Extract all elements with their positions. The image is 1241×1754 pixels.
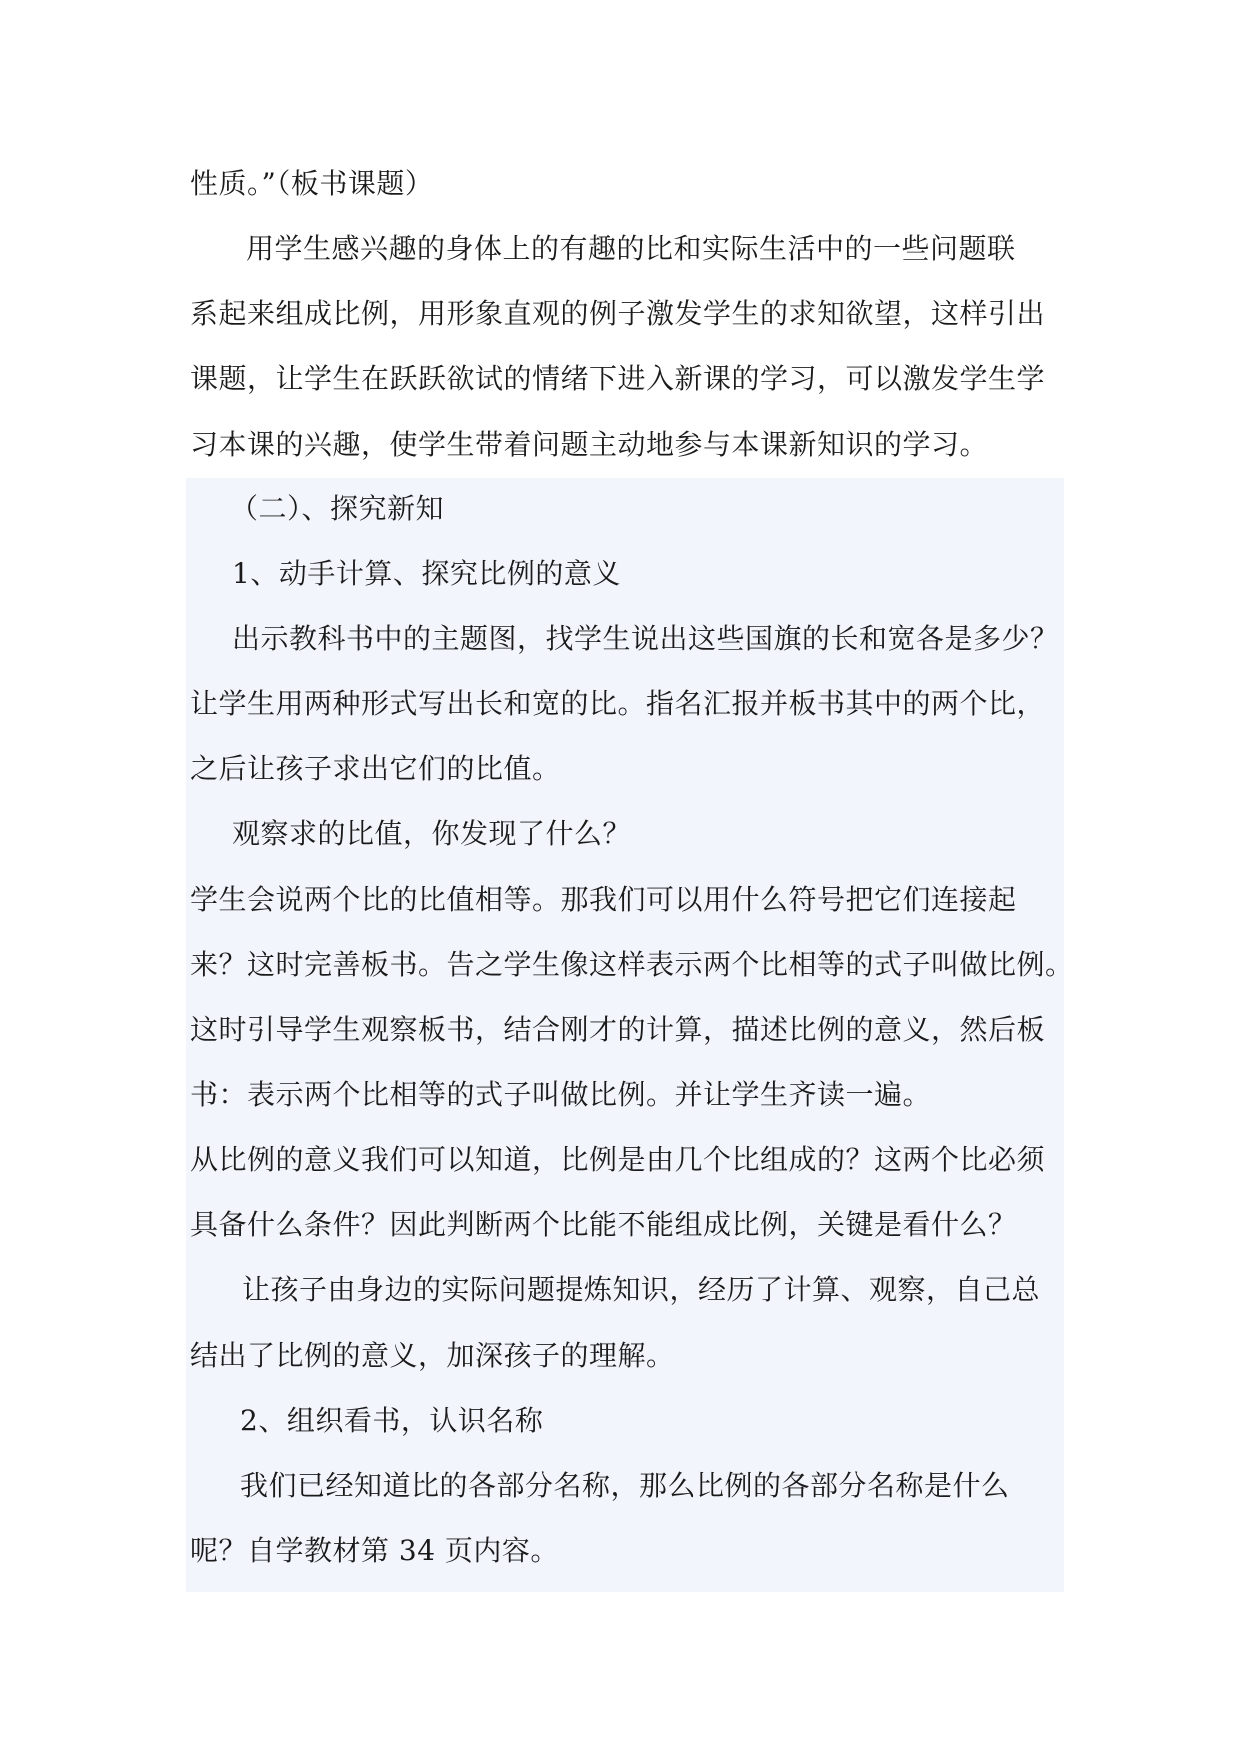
paragraph-line: 来？这时完善板书。告之学生像这样表示两个比相等的式子叫做比例。 — [190, 948, 1074, 981]
paragraph-line: 结出了比例的意义，加深孩子的理解。 — [190, 1339, 675, 1372]
paragraph-line: 之后让孩子求出它们的比值。 — [190, 752, 561, 785]
intro-line-4: 课题，让学生在跃跃欲试的情绪下进入新课的学习，可以激发学生学 — [190, 362, 1046, 395]
intro-line-2: 用学生感兴趣的身体上的有趣的比和实际生活中的一些问题联 — [246, 232, 1016, 265]
paragraph-line: 让学生用两种形式写出长和宽的比。指名汇报并板书其中的两个比， — [190, 687, 1046, 720]
paragraph-line: 我们已经知道比的各部分名称，那么比例的各部分名称是什么 — [240, 1469, 1010, 1502]
paragraph-line: 书：表示两个比相等的式子叫做比例。并让学生齐读一遍。 — [190, 1078, 932, 1111]
section-heading: （二）、探究新知 — [230, 492, 445, 525]
paragraph-line: 让孩子由身边的实际问题提炼知识，经历了计算、观察，自己总 — [242, 1273, 1041, 1306]
paragraph-line: 呢？自学教材第 34 页内容。 — [190, 1534, 559, 1567]
intro-line-1: 性质。”（板书课题） — [190, 167, 434, 200]
paragraph-line: 具备什么条件？因此判断两个比能不能组成比例，关键是看什么？ — [190, 1208, 1017, 1241]
paragraph-line: 从比例的意义我们可以知道，比例是由几个比组成的？这两个比必须 — [190, 1143, 1046, 1176]
paragraph-line: 这时引导学生观察板书，结合刚才的计算，描述比例的意义，然后板 — [190, 1013, 1046, 1046]
subsection-title-1: 1、动手计算、探究比例的意义 — [232, 557, 621, 590]
paragraph-line: 观察求的比值，你发现了什么？ — [232, 817, 632, 850]
paragraph-line: 出示教科书中的主题图，找学生说出这些国旗的长和宽各是多少？ — [232, 622, 1059, 655]
subsection-title-2: 2、组织看书，认识名称 — [240, 1404, 544, 1437]
paragraph-line: 学生会说两个比的比值相等。那我们可以用什么符号把它们连接起 — [190, 883, 1017, 916]
intro-line-5: 习本课的兴趣，使学生带着问题主动地参与本课新知识的学习。 — [190, 428, 989, 461]
intro-line-3: 系起来组成比例，用形象直观的例子激发学生的求知欲望，这样引出 — [190, 297, 1046, 330]
